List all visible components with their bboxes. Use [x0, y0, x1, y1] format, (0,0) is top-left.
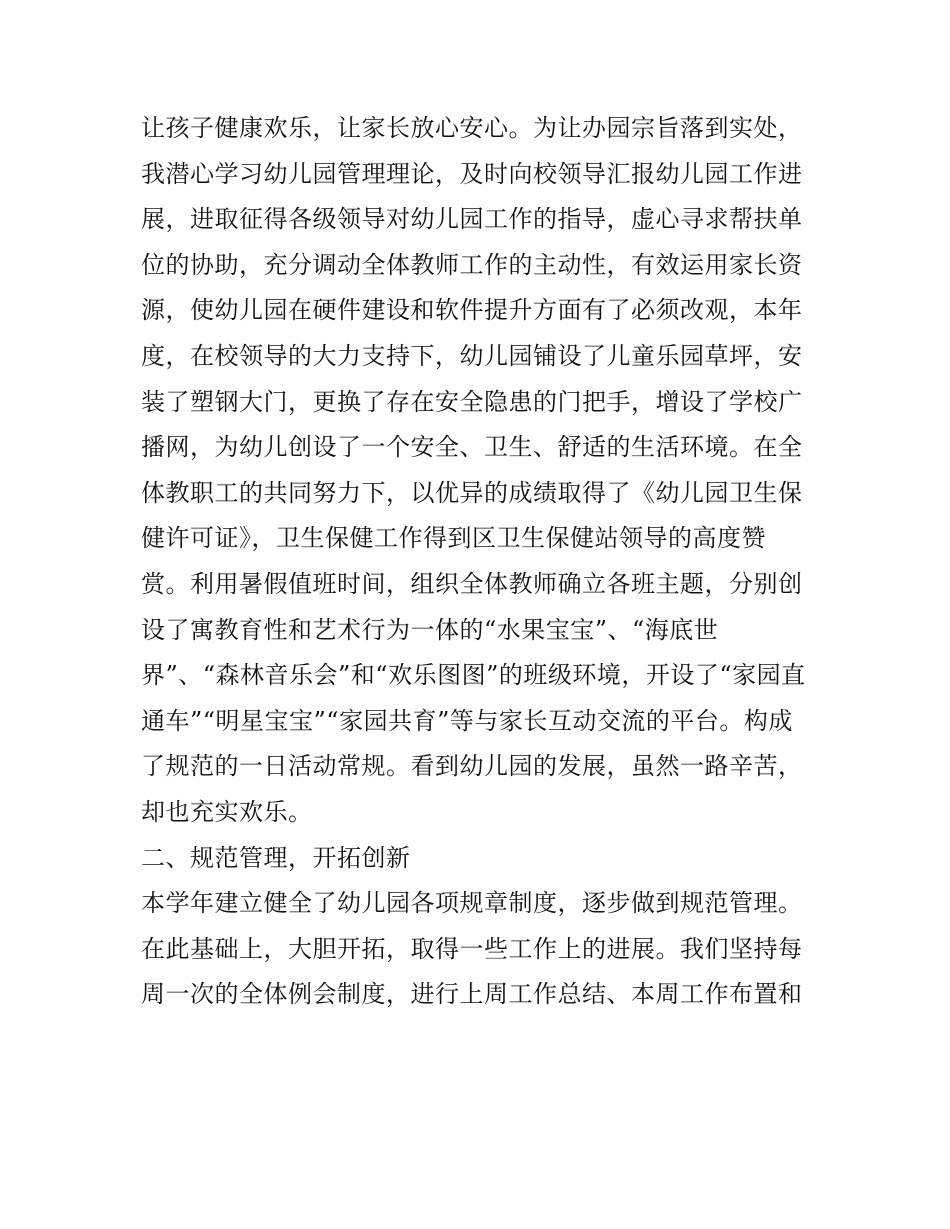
text-line: 我潜心学习幼儿园管理理论，及时向校领导汇报幼儿园工作进: [141, 159, 803, 188]
text-line: 度，在校领导的大力支持下，幼儿园铺设了儿童乐园草坪，安: [141, 341, 803, 370]
text-line: 周一次的全体例会制度，进行上周工作总结、本周工作布置和: [141, 980, 803, 1009]
text-line: 装了塑钢大门，更换了存在安全隐患的门把手，增设了学校广: [141, 387, 803, 416]
text-line: 健许可证》，卫生保健工作得到区卫生保健站领导的高度赞: [141, 524, 766, 553]
text-line: 展，进取征得各级领导对幼儿园工作的指导，虚心寻求帮扶单: [141, 205, 803, 234]
text-line: 源，使幼儿园在硬件建设和软件提升方面有了必须改观，本年: [141, 296, 803, 325]
text-line: 设了寓教育性和艺术行为一体的“水果宝宝”、“海底世: [141, 615, 719, 644]
text-line: 让孩子健康欢乐，让家长放心安心。为让办园宗旨落到实处，: [141, 114, 803, 142]
text-line: 位的协助，充分调动全体教师工作的主动性，有效运用家长资: [141, 250, 803, 279]
text-line: 通车”“明星宝宝”“家园共育”等与家长互动交流的平台。构成: [141, 706, 793, 735]
text-line: 却也充实欢乐。: [141, 797, 313, 826]
text-line: 体教职工的共同努力下，以优异的成绩取得了《幼儿园卫生保: [141, 478, 803, 507]
text-line: 赏。利用暑假值班时间，组织全体教师确立各班主题，分别创: [141, 569, 803, 598]
text-line: 界”、“森林音乐会”和“欢乐图图”的班级环境，开设了“家园直: [141, 661, 806, 690]
text-line: 了规范的一日活动常规。看到幼儿园的发展，虽然一路辛苦，: [141, 752, 803, 781]
body-text: [141, 106, 821, 1018]
section-heading: 二、规范管理，开拓创新: [141, 843, 411, 872]
text-line: 在此基础上，大胆开拓，取得一些工作上的进展。我们坚持每: [141, 934, 803, 963]
text-line: 本学年建立健全了幼儿园各项规章制度，逐步做到规范管理。: [141, 889, 803, 918]
text-line: 播网，为幼儿创设了一个安全、卫生、舒适的生活环境。在全: [141, 433, 803, 462]
